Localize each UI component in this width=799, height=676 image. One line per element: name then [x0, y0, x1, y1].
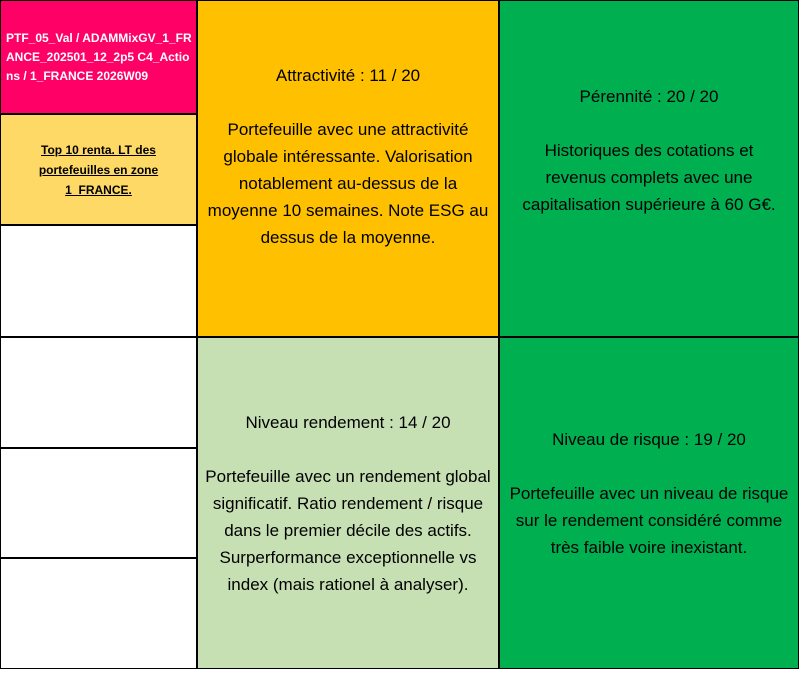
empty-cell-1	[0, 225, 197, 337]
empty-cell-2	[0, 337, 197, 448]
rendement-title: Niveau rendement : 14 / 20	[245, 412, 451, 432]
top-ranking-cell	[0, 114, 197, 225]
attractivite-title: Attractivité : 11 / 20	[275, 66, 421, 85]
attractivite-panel	[197, 0, 499, 337]
risque-title: Niveau de risque : 19 / 20	[552, 429, 746, 449]
perennite-title: Pérennité : 20 / 20	[579, 87, 719, 106]
rendement-description: Portefeuille avec un rendement global significatif. Ratio rendement / risque dans le premier décile des actifs. Surperformance exceptionnelle vs index (mais rationel à analyser).	[205, 466, 491, 594]
top-ranking-link[interactable]: Top 10 renta. LT des portefeuilles en zone 1_FRANCE.	[38, 142, 159, 197]
risque-panel	[499, 337, 799, 669]
empty-cell-3	[0, 448, 197, 558]
empty-cell-4	[0, 558, 197, 669]
rendement-panel	[197, 337, 499, 669]
perennite-description: Historiques des cotations et revenus complets avec une capitalisation supérieure à 60 G€.	[522, 141, 776, 214]
perennite-panel	[499, 0, 799, 337]
risque-description: Portefeuille avec un niveau de risque sur le rendement considéré comme très faible voire inexistant.	[509, 483, 789, 557]
portfolio-id-text: PTF_05_Val / ADAMMixGV_1_FRANCE_202501_12_2p5 C4_Actions / 1_FRANCE 2026W09	[6, 30, 192, 83]
portfolio-id-cell	[0, 0, 197, 114]
attractivite-description: Portefeuille avec une attractivité globale intéressante. Valorisation notablement au-dessus de la moyenne 10 semaines. Note ESG au dessus de la moyenne.	[207, 120, 489, 247]
